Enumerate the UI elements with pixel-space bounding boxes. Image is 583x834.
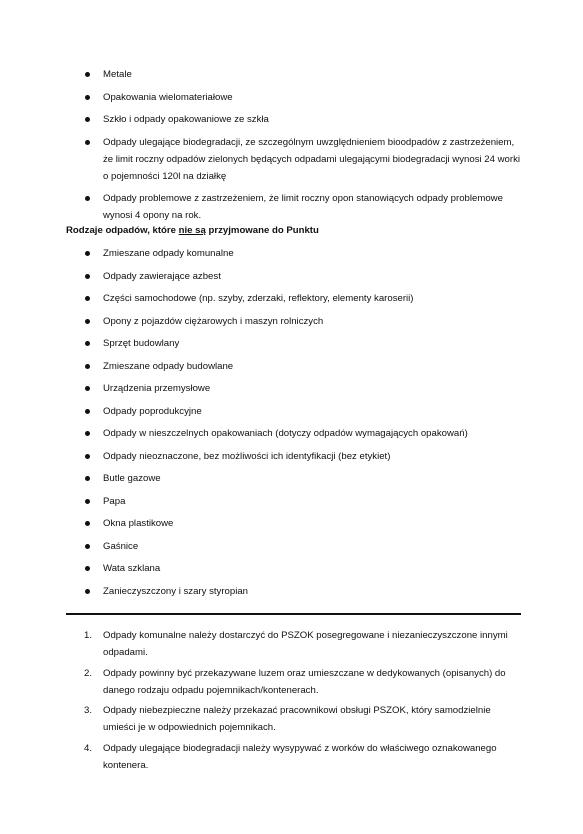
list-item xyxy=(0,493,583,510)
rejected-waste-list xyxy=(0,245,583,605)
list-item-text: Okna plastikowe xyxy=(103,518,174,529)
bullet-icon xyxy=(85,117,90,122)
list-item xyxy=(0,538,583,555)
list-item-text: Szkło i odpady opakowaniowe ze szkła xyxy=(103,114,269,125)
list-item-text: Odpady problemowe z zastrzeżeniem, że limit roczny opon stanowiących odpady problemowe wynosi 4 opony na rok. xyxy=(103,193,503,221)
list-item xyxy=(0,111,583,128)
list-item xyxy=(0,560,583,577)
bullet-icon xyxy=(85,454,90,459)
list-item-text: Odpady ulegające biodegradacji, ze szczególnym uwzględnieniem bioodpadów z zastrzeżeniem, że limit roczny odpadów zielonych będących odpadami ulegającymi biodegradacji wynosi 24 worki o pojemności 120l na działkę xyxy=(103,136,521,182)
list-item-text: Sprzęt budowlany xyxy=(103,338,180,349)
list-item xyxy=(0,268,583,285)
heading-text-after: przyjmowane do Punktu xyxy=(205,225,319,236)
list-item-text: Wata szklana xyxy=(103,563,161,574)
list-item xyxy=(0,583,583,600)
bullet-icon xyxy=(85,409,90,414)
list-item-text: Urządzenia przemysłowe xyxy=(103,383,211,394)
list-item xyxy=(0,358,583,375)
item-number: 2. xyxy=(84,667,93,679)
bullet-icon xyxy=(85,72,90,77)
list-item xyxy=(0,245,583,262)
bullet-icon xyxy=(85,589,90,594)
numbered-item-text: Odpady komunalne należy dostarczyć do PSZOK posegregowane i niezanieczyszczone innymi odpadami. xyxy=(103,630,508,658)
list-item-text: Części samochodowe (np. szyby, zderzaki, reflektory, elementy karoserii) xyxy=(103,293,414,304)
bullet-icon xyxy=(85,476,90,481)
list-item xyxy=(0,470,583,487)
list-item-text: Zmieszane odpady komunalne xyxy=(103,248,234,259)
rejected-waste-heading xyxy=(66,222,319,239)
list-item-text: Gaśnice xyxy=(103,540,139,552)
bullet-icon xyxy=(85,544,90,549)
list-item xyxy=(0,89,583,106)
bullet-icon xyxy=(85,341,90,346)
list-item-text: Zmieszane odpady budowlane xyxy=(103,360,234,372)
item-number: 1. xyxy=(84,630,93,641)
list-item-text: Opakowania wielomateriałowe xyxy=(103,91,233,103)
rules-numbered-list xyxy=(0,627,583,777)
list-item xyxy=(0,290,583,307)
bullet-icon xyxy=(85,140,90,145)
bullet-icon xyxy=(85,274,90,279)
list-item-text: Odpady poprodukcyjne xyxy=(103,405,202,417)
list-item-text: Odpady w nieszczelnych opakowaniach (dotyczy odpadów wymagających opakowań) xyxy=(103,428,468,439)
list-item xyxy=(0,403,583,420)
list-item-text: Papa xyxy=(103,495,126,507)
numbered-item-text: Odpady powinny być przekazywane luzem oraz umieszczane w dedykowanych (opisanych) do danego rodzaju odpadu pojemnikach/kontenerach. xyxy=(103,667,506,696)
list-item xyxy=(0,515,583,532)
numbered-item xyxy=(0,702,583,736)
list-item-text: Zanieczyszczony i szary styropian xyxy=(103,585,249,597)
heading-text-before: Rodzaje odpadów, które xyxy=(66,225,179,236)
item-number: 3. xyxy=(84,705,93,716)
list-item-text: Odpady nieoznaczone, bez możliwości ich identyfikacji (bez etykiet) xyxy=(103,450,391,462)
list-item-text: Metale xyxy=(103,69,132,80)
bullet-icon xyxy=(85,95,90,100)
list-item-text: Odpady zawierające azbest xyxy=(103,270,221,282)
bullet-icon xyxy=(85,319,90,324)
bullet-icon xyxy=(85,251,90,256)
bullet-icon xyxy=(85,364,90,369)
list-item xyxy=(0,448,583,465)
horizontal-divider xyxy=(66,613,521,615)
list-item-text: Opony z pojazdów ciężarowych i maszyn rolniczych xyxy=(103,315,324,327)
list-item xyxy=(0,313,583,330)
bullet-icon xyxy=(85,431,90,436)
list-item xyxy=(0,66,583,83)
list-item xyxy=(0,190,583,224)
numbered-item xyxy=(0,665,583,699)
bullet-icon xyxy=(85,566,90,571)
bullet-icon xyxy=(85,499,90,504)
list-item xyxy=(0,134,583,185)
heading-text-underlined: nie są xyxy=(178,225,206,236)
bullet-icon xyxy=(85,196,90,201)
list-item xyxy=(0,425,583,442)
bullet-icon xyxy=(85,386,90,391)
numbered-item xyxy=(0,740,583,774)
accepted-waste-list xyxy=(0,66,583,230)
numbered-item-text: Odpady niebezpieczne należy przekazać pracownikowi obsługi PSZOK, który samodzielnie umieści je w odpowiednich pojemnikach. xyxy=(103,705,491,733)
list-item xyxy=(0,380,583,397)
item-number: 4. xyxy=(84,742,93,754)
bullet-icon xyxy=(85,296,90,301)
bullet-icon xyxy=(85,521,90,526)
numbered-item xyxy=(0,627,583,661)
list-item-text: Butle gazowe xyxy=(103,473,161,484)
numbered-item-text: Odpady ulegające biodegradacji należy wysypywać z worków do właściwego oznakowanego kontenera. xyxy=(103,742,497,771)
list-item xyxy=(0,335,583,352)
